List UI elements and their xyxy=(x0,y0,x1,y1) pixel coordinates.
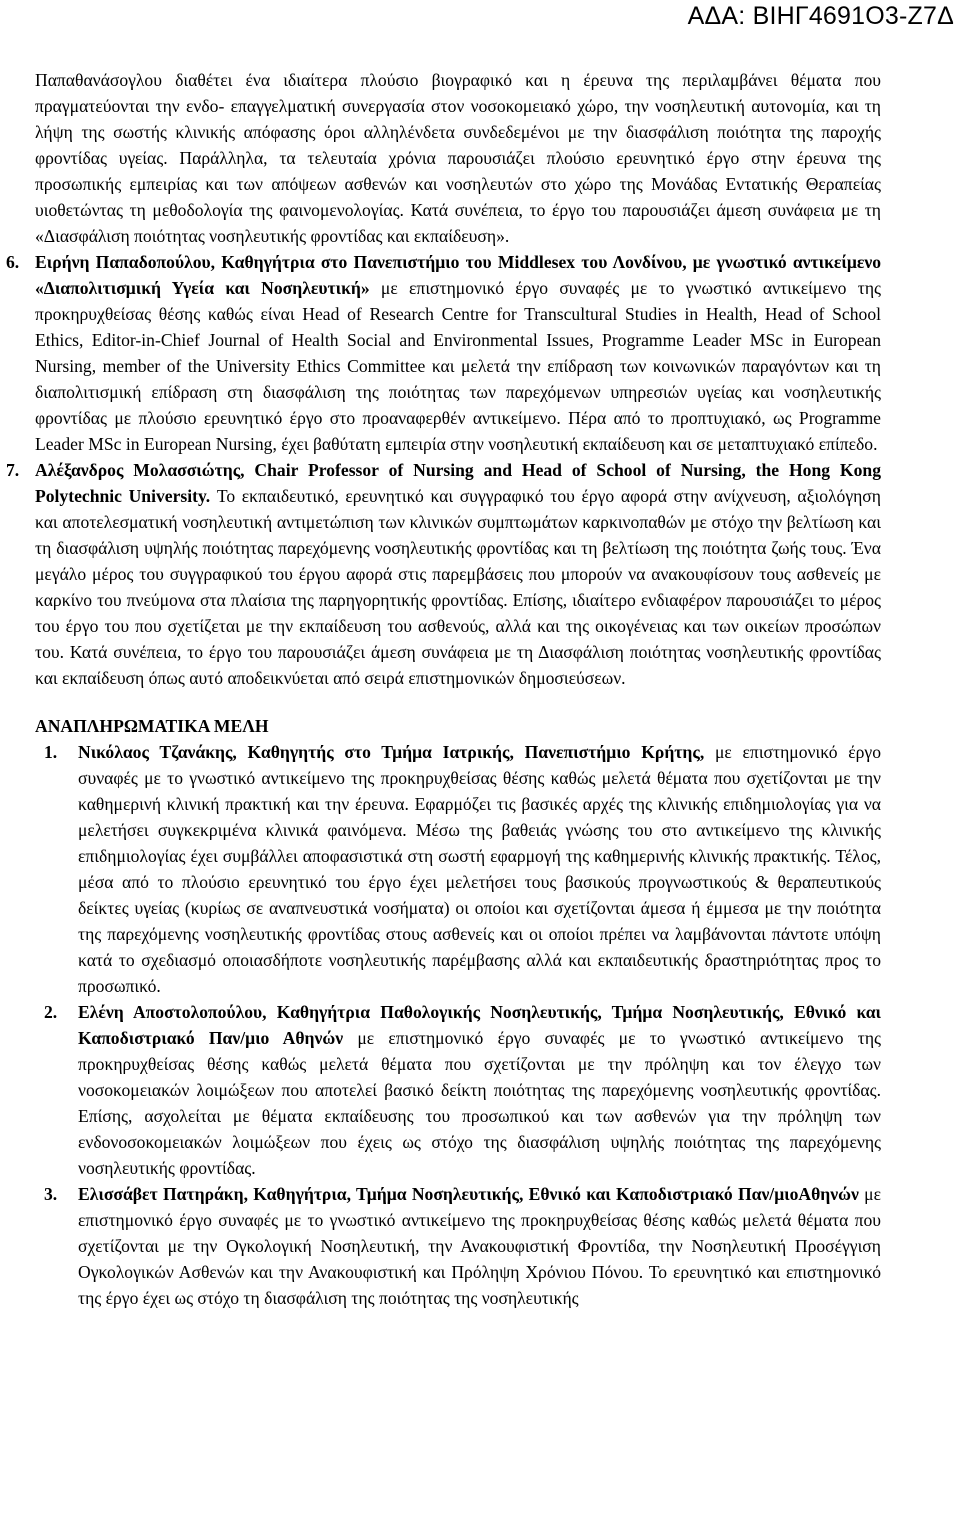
alternate-number: 2. xyxy=(44,1002,58,1022)
alternate-number: 3. xyxy=(44,1184,58,1204)
alternate-name: Ελένη Αποστολοπούλου, Καθηγήτρια Παθολογικής Νοσηλευτικής, Τμήμα Νοσηλευτικής, Εθνικό και Καποδιστριακό Παν/μιο Αθηνών xyxy=(78,1002,881,1048)
member-name: Ειρήνη Παπαδοπούλου, Καθηγήτρια στο Πανεπιστήμιο του Middlesex του Λονδίνου, με γνωστικό αντικείμενο «Διαπολιτισμική Υγεία και Νοσηλευτική» xyxy=(35,252,881,298)
alternate-item xyxy=(44,999,881,1181)
alternate-description: με επιστημονικό έργο συναφές με το γνωστικό αντικείμενο της προκηρυχθείσας θέσης καθώς μελετά θέματα που σχετίζονται με την Ογκολογική Νοσηλευτική, την Ανακουφιστική Φροντίδα, την Νοσηλευτική Προσέγγιση Ογκολογικών Ασθενών και την Ανακουφιστική και Πρόληψη Χρόνιου Πόνου. Το ερευνητικό και επιστημονικό της έργο έχει ως στόχο τη διασφάλιση της ποιότητας της νοσηλευτικής xyxy=(78,1184,881,1308)
alternates-heading: ΑΝΑΠΛΗΡΩΜΑΤΙΚΑ ΜΕΛΗ xyxy=(35,716,269,736)
alternate-description: με επιστημονικό έργο συναφές με το γνωστικό αντικείμενο της προκηρυχθείσας θέσης καθώς μελετά θέματα που σχετίζονται με την καθημερινή κλινική πρακτική και την έρευνα. Εφαρμόζει τις βασικές αρχές της κλινικής επιδημιολογίας για να μελετήσει συγκεκριμένα κλινικά φαινόμενα. Μέσω της βαθειάς γνώσης του στο αντικείμενο της κλινικής επιδημιολογίας έχει συμβάλλει αποφασιστικά στη σωστή εφαρμογή της καθημερινής κλινικής πρακτικής. Τέλος, μέσα από το πλούσιο ερευνητικό του έργο έχει μελετήσει τους βασικούς προγνωστικούς & θεραπευτικούς δείκτες υγείας (κυρίως σε αναπνευστικά νοσήματα) οι οποίοι και σχετίζονται άμεσα ή έμμεσα με την ποιότητα της παρεχόμενης νοσηλευτικής φροντίδας στους ασθενείς και οι οποίοι πρέπει να λαμβάνονται πάντοτε υπόψη κατά το σχεδιασμό οποιασδήποτε νοσηλευτικής παρέμβασης αλλά και εκπαιδευτικής δραστηριότητας προς το προσωπικό. xyxy=(78,742,881,996)
intro-paragraph: Παπαθανάσογλου διαθέτει ένα ιδιαίτερα πλούσιο βιογραφικό και η έρευνα της περιλαμβάνει θέματα που πραγματεύονται την ενδο- επαγγελματική συνεργασία στον νοσοκομειακό χώρο, την νοσηλευτική αυτονομία, και τη λήψη της σωστής κλινικής απόφασης όροι αλληλένδετα συνδεδεμένοι με την διασφάλιση ποιότητα της παροχής φροντίδας υγείας. Παράλληλα, τα τελευταία χρόνια παρουσιάζει πλούσιο ερευνητικό έργο στην έρευνα της προσωπικής εμπειρίας και των απόψεων ασθενών και νοσηλευτών στο χώρο της Μονάδας Εντατικής Θεραπείας υιοθετώντας τη μεθοδολογία της φαινομενολογίας. Κατά συνέπεια, το έργο του παρουσιάζει άμεση συνάφεια με τη «Διασφάλιση ποιότητας νοσηλευτικής φροντίδας και εκπαίδευση». xyxy=(35,70,881,246)
ada-code: ΑΔΑ: ΒΙΗΓ4691Ο3-Ζ7Δ xyxy=(687,2,954,30)
member-description: με επιστημονικό έργο συναφές με το γνωστικό αντικείμενο της προκηρυχθείσας θέσης καθώς είναι Head of Research Centre for Transcultural Studies in Health, Head of School Ethics, Editor-in-Chief Journal of Health Social and Environmental Issues, Programme Leader MSc in European Nursing, member of the University Ethics Committee και μελετά την επίδραση των κοινωνικών παραγόντων και τη διαπολιτισμική επίδραση στη διασφάλιση της ποιότητας των παρεχόμενων υπηρεσιών υγείας και νοσηλευτικής φροντίδας με πλούσιο ερευνητικό έργο στο προαναφερθέν αντικείμενο. Πέρα από το προπτυχιακό, ως Programme Leader MSc in European Nursing, έχει βαθύτατη εμπειρία στην νοσηλευτική εκπαίδευση και σε μεταπτυχιακό επίπεδο. xyxy=(35,278,882,454)
member-name: Αλέξανδρος Μολασσιώτης, Chair Professor of Nursing and Head of School of Nursing, the Hong Kong Polytechnic University. xyxy=(35,460,881,506)
alternate-item xyxy=(44,739,881,999)
member-number: 6. xyxy=(6,252,20,272)
member-description: Το εκπαιδευτικό, ερευνητικό και συγγραφικό του έργο αφορά στην ανίχνευση, αξιολόγηση και αποτελεσματική νοσηλευτική αντιμετώπιση των κλινικών συμπτωμάτων καρκινοπαθών με στόχο την βελτίωση και τη διασφάλιση υψηλής ποιότητας παρεχόμενης νοσηλευτικής φροντίδας και τη βελτίωση της ποιότητα ζωής τους. Ένα μεγάλο μέρος του συγγραφικού του έργου αφορά στις παρεμβάσεις που μπορούν να ανακουφίσουν τους ασθενείς με καρκίνο του πνεύμονα στα πλαίσια της παρηγορητικής φροντίδας. Επίσης, ιδιαίτερο ενδιαφέρον παρουσιάζει το μέρος του έργο του που σχετίζεται με την εκπαίδευση του ασθενούς, αλλά και της οικογένειας και των οικείων προσώπων του. Κατά συνέπεια, το έργο του παρουσιάζει άμεση συνάφεια με τη Διασφάλιση ποιότητας νοσηλευτικής φροντίδας και εκπαίδευση όπως αυτό αποδεικνύεται από σειρά επιστημονικών δημοσιεύσεων. xyxy=(35,486,881,688)
document-body xyxy=(6,67,882,1311)
alternate-number: 1. xyxy=(44,742,58,762)
alternate-name: Νικόλαος Τζανάκης, Καθηγητής στο Τμήμα Ιατρικής, Πανεπιστήμιο Κρήτης, xyxy=(78,742,705,762)
member-number: 7. xyxy=(6,460,20,480)
member-item xyxy=(6,249,882,457)
alternate-description: με επιστημονικό έργο συναφές με το γνωστικό αντικείμενο της προκηρυχθείσας θέσης καθώς μελετά θέματα που σχετίζονται με την πρόληψη και τον έλεγχο των νοσοκομειακών λοιμώξεων που αποτελεί βασικό δείκτη ποιότητας της παρεχόμενης νοσηλευτικής φροντίδας. Επίσης, ασχολείται με θέματα εκπαίδευσης του προσωπικού και των ασθενών για την πρόληψη των ενδονοσοκομειακών λοιμώξεων που έχεις ως στόχο της διασφάλιση υψηλής ποιότητας της παρεχόμενης νοσηλευτικής φροντίδας. xyxy=(78,1028,881,1178)
member-item xyxy=(6,457,881,691)
alternate-name: Ελισσάβετ Πατηράκη, Καθηγήτρια, Τμήμα Νοσηλευτικής, Εθνικό και Καποδιστριακό Παν/μιοΑθηνών xyxy=(78,1184,859,1204)
alternate-item xyxy=(44,1181,881,1311)
